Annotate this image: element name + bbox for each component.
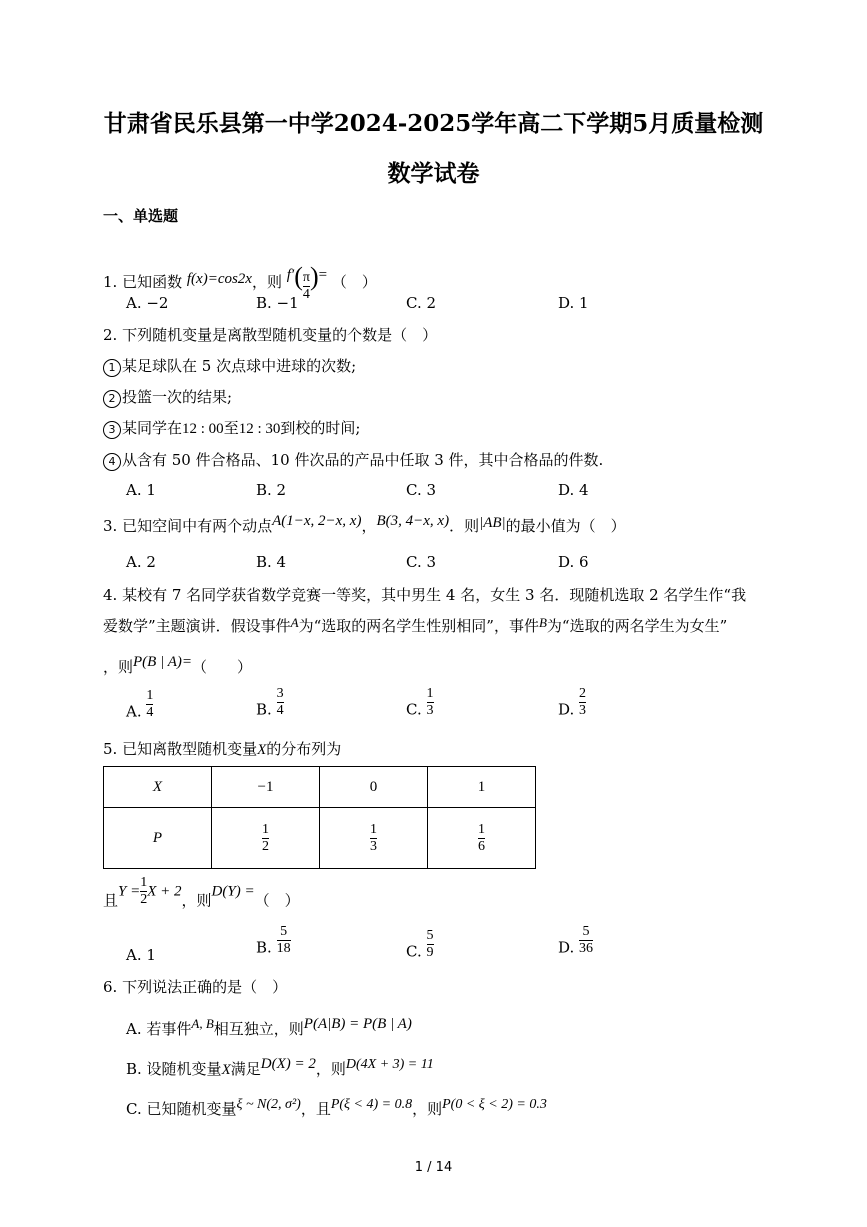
q6-b-e2: D(4X + 3) = 11 (345, 1057, 434, 1072)
table-frac-num: 1 (478, 821, 485, 837)
q5-paren: （ ） (254, 891, 300, 910)
table-cell: X (104, 767, 212, 808)
q2-item-4-text: 从含有 50 件合格品、10 件次品的产品中任取 3 件，其中合格品的件数. (122, 451, 604, 469)
q6-c-e1: ξ ~ N(2, σ²) (236, 1097, 301, 1112)
q4-event-a: A (290, 615, 299, 630)
q5-coef-num: 1 (140, 875, 148, 890)
q6-option-b (126, 1056, 434, 1079)
q4-option-b-label: B. (256, 700, 272, 719)
q4-line2a: 爱数学”主题演讲．假设事件 (103, 617, 291, 635)
q5-option-b-den: 18 (276, 941, 291, 956)
question-5-stem (103, 738, 341, 759)
q2-item-1-text: 某足球队在 5 次点球中进球的次数; (122, 357, 357, 375)
question-1: 1. 已知函数 f(x)=cos2x，则 f′( $\frac{\pi}{4}$ )= （ ） (103, 262, 377, 302)
q6-option-a (126, 1016, 412, 1039)
q4-line2b: 为“选取的两名学生性别相同”，事件 (298, 617, 539, 635)
q4-option-d-label: D. (558, 700, 575, 719)
section-heading: 一、单选题 (103, 207, 179, 225)
question-4-line1: 4. 某校有 7 名同学获省数学竞赛一等奖，其中男生 4 名，女生 3 名．现随机选取 2 名学生作“我 (103, 586, 747, 604)
q3-point-b: B(3, 4−x, x) (376, 513, 450, 529)
q6-a-pre: A. 若事件 (126, 1020, 192, 1038)
table-frac-den: 6 (478, 838, 485, 854)
q5-mid: ，则 (181, 891, 212, 910)
q3-option-a: A. 2 (126, 553, 156, 571)
table-cell (428, 808, 536, 869)
q4-option-a (126, 688, 153, 721)
q3-comma: ， (361, 517, 377, 535)
q4-line3b: （ ） (191, 658, 252, 676)
q4-option-c (406, 686, 434, 719)
q4-option-d-num: 2 (579, 686, 587, 701)
question-4-line2 (103, 615, 727, 636)
q5-var-x: X (257, 742, 267, 758)
q4-option-b-den: 4 (276, 703, 284, 718)
q6-c-e3: P(0 < ξ < 2) = 0.3 (442, 1097, 547, 1112)
q4-option-a-den: 4 (146, 705, 154, 720)
q1-function: f(x)=cos2x (186, 271, 252, 287)
question-3 (103, 513, 626, 536)
q2-item-2 (103, 386, 232, 408)
q1-frac-num: π (302, 270, 310, 285)
q3-point-a: A(1−x, 2−x, x) (272, 513, 362, 529)
q4-option-d-den: 3 (579, 703, 587, 718)
q6-a-vars: A, B (191, 1016, 214, 1031)
q2-item-2-text: 投篮一次的结果; (122, 388, 233, 406)
q2-item-2-mark: 2 (103, 390, 121, 408)
q5-option-d-label: D. (558, 938, 575, 957)
q5-option-d-num: 5 (582, 924, 590, 939)
q5-option-c (406, 928, 434, 961)
q4-event-b: B (538, 615, 547, 630)
q3-option-b: B. 4 (256, 553, 287, 571)
q2-item-3 (103, 417, 360, 439)
q1-option-c: C. 2 (406, 294, 437, 312)
table-frac-den: 2 (262, 838, 269, 854)
q5-option-a: A. 1 (126, 946, 156, 964)
table-row (104, 808, 536, 869)
q1-expr-tail: = (318, 267, 328, 283)
table-frac-den: 3 (370, 838, 377, 854)
q3-option-d: D. 6 (558, 553, 589, 571)
q6-b-mid2: ，则 (315, 1060, 346, 1078)
q5-condition (103, 875, 300, 911)
table-cell: 0 (320, 767, 428, 808)
q6-b-e1: D(X) = 2 (260, 1056, 316, 1072)
q6-b-mid: 满足 (230, 1060, 261, 1078)
q4-option-b (256, 686, 284, 719)
q4-line2c: 为“选取的两名学生为女生” (546, 617, 728, 635)
q5-stem2: 的分布列为 (266, 740, 342, 758)
q5-option-b (256, 924, 291, 957)
q1-option-a: A. −2 (126, 294, 169, 312)
q2-item-3-mark: 3 (103, 421, 121, 439)
q2-option-c: C. 3 (406, 481, 437, 499)
q2-item-3-pre: 某同学在 (122, 419, 183, 437)
q6-c-e2: P(ξ < 4) = 0.8 (330, 1097, 413, 1112)
q4-option-a-label: A. (126, 702, 142, 721)
q3-vector-ab: |AB| (479, 515, 506, 531)
table-cell (212, 808, 320, 869)
q2-option-d: D. 4 (558, 481, 589, 499)
q1-option-b: B. −1 (256, 294, 299, 312)
q5-stem: 5. 已知离散型随机变量 (103, 740, 258, 758)
q4-line3a: ，则 (103, 658, 134, 676)
table-cell: −1 (212, 767, 320, 808)
q3-prefix: 3. 已知空间中有两个动点 (103, 517, 273, 535)
q6-c-mid2: ，则 (412, 1100, 443, 1118)
q4-option-c-num: 1 (426, 686, 434, 701)
q6-b-var: X (221, 1062, 231, 1078)
q5-option-b-num: 5 (280, 924, 288, 939)
q5-cond-pre: 且 (103, 891, 119, 910)
q5-option-c-den: 9 (426, 945, 434, 960)
q2-option-a: A. 1 (126, 481, 156, 499)
question-2-stem: 2. 下列随机变量是离散型随机变量的个数是（ ） (103, 326, 438, 344)
q2-option-b: B. 2 (256, 481, 287, 499)
table-cell (320, 808, 428, 869)
q4-option-d (558, 686, 586, 719)
distribution-table (103, 766, 536, 869)
q4-option-a-num: 1 (146, 688, 154, 703)
q6-a-mid: 相互独立，则 (213, 1020, 304, 1038)
q2-item-3-post: 到校的时间; (280, 419, 361, 437)
table-frac-num: 1 (262, 821, 269, 837)
q5-x-tail: X + 2 (147, 883, 182, 900)
table-frac-num: 1 (370, 821, 377, 837)
q6-b-pre: B. 设随机变量 (126, 1060, 222, 1078)
q1-frac-den: 4 (302, 287, 310, 302)
q6-a-expr: P(A|B) = P(B | A) (303, 1016, 412, 1032)
q5-option-c-num: 5 (426, 928, 434, 943)
q2-item-3-time2: 12 : 30 (238, 421, 281, 437)
q5-var-y: Y = (118, 883, 141, 900)
q3-post: 的最小值为（ ） (505, 517, 626, 535)
q4-option-b-num: 3 (276, 686, 284, 701)
q5-option-d-den: 36 (579, 941, 594, 956)
q1-mid: ，则 (251, 273, 282, 291)
q6-option-c (126, 1097, 547, 1119)
q1-paren: （ ） (331, 273, 377, 291)
page-subtitle: 数学试卷 (387, 160, 480, 187)
q6-c-pre: C. 已知随机变量 (126, 1100, 237, 1118)
q1-prefix: 1. 已知函数 (103, 273, 183, 291)
q2-item-1 (103, 355, 356, 377)
q2-item-4 (103, 449, 603, 471)
table-row (104, 767, 536, 808)
question-4-line3 (103, 654, 252, 677)
q4-option-c-label: C. (406, 700, 422, 719)
q2-item-3-time1: 12 : 00 (182, 421, 224, 437)
table-cell: 1 (428, 767, 536, 808)
q2-item-1-mark: 1 (103, 359, 121, 377)
page-title: 甘肃省民乐县第一中学2024-2025学年高二下学期5月质量检测 (103, 110, 764, 137)
q4-option-c-den: 3 (426, 703, 434, 718)
q5-option-b-label: B. (256, 938, 272, 957)
q1-option-d: D. 1 (558, 294, 589, 312)
q3-mid: ．则 (449, 517, 480, 535)
q5-option-d (558, 924, 593, 957)
q3-option-c: C. 3 (406, 553, 437, 571)
q1-expr-head: f′ (286, 267, 295, 283)
q2-item-4-mark: 4 (103, 453, 121, 471)
table-cell: P (104, 808, 212, 869)
question-6-stem: 6. 下列说法正确的是（ ） (103, 978, 288, 996)
q5-option-c-label: C. (406, 942, 422, 961)
page-number: 1 / 14 (414, 1160, 453, 1175)
q4-expression: P(B | A)= (133, 654, 192, 670)
q5-coef-den: 2 (140, 892, 148, 907)
q5-dy: D(Y) = (211, 883, 255, 900)
q2-item-3-mid: 至 (223, 419, 239, 437)
q6-c-mid: ，且 (300, 1100, 331, 1118)
